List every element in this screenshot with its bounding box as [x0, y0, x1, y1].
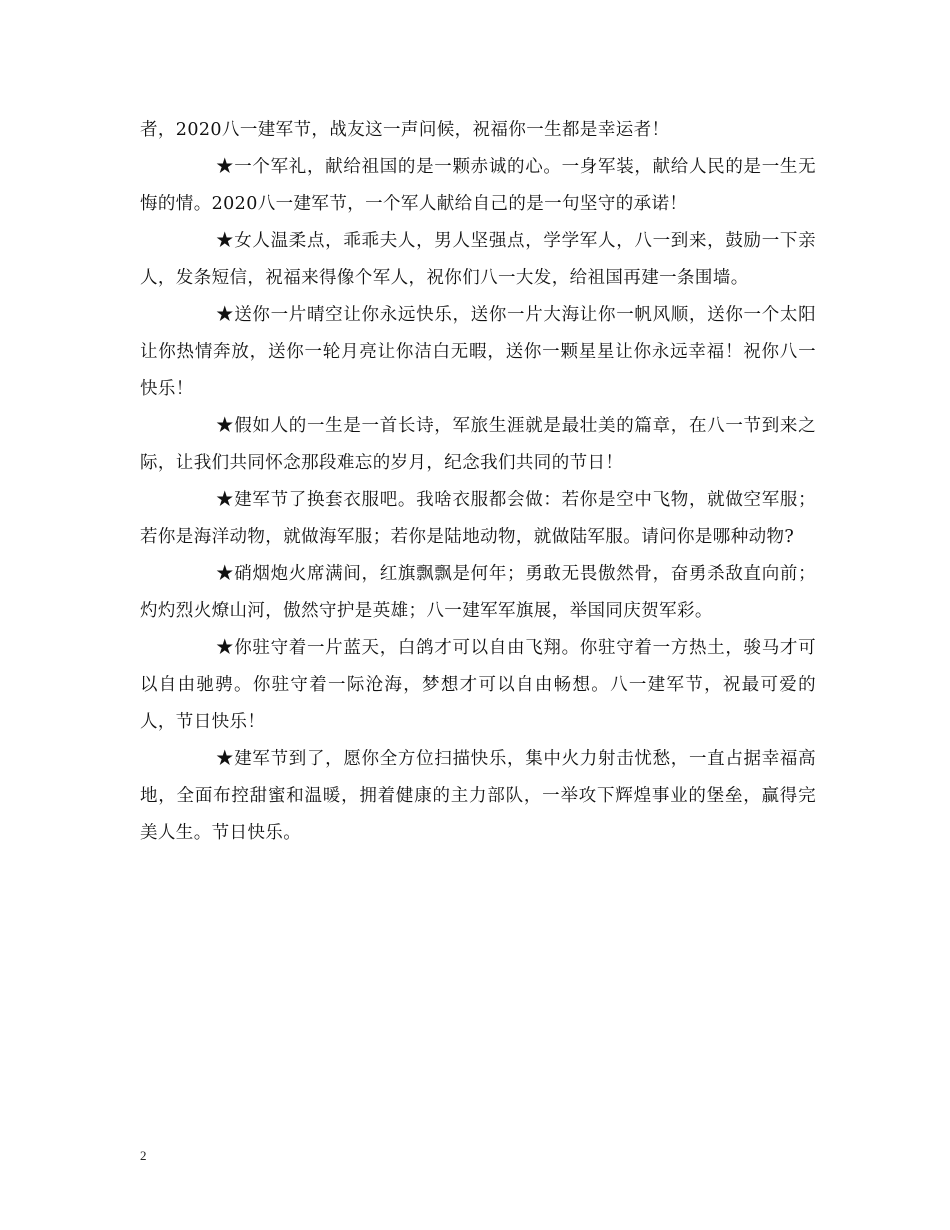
paragraph-guard-sky: ★你驻守着一片蓝天，白鸽才可以自由飞翔。你驻守着一方热土，骏马才可以自由驰骋。你驻守着一际沧海，梦想才可以自由畅想。八一建军节，祝最可爱的人，节日快乐！	[140, 638, 816, 732]
paragraph-gentle-strong: ★女人温柔点，乖乖夫人，男人坚强点，学学军人，八一到来，鼓励一下亲人，发条短信，祝福来得像个军人，祝你们八一大发，给祖国再建一条围墙。	[140, 231, 816, 288]
paragraph-continuation: 者，2020八一建军节，战友这一声问候，祝福你一生都是幸运者！	[140, 120, 670, 140]
paragraph-military-salute: ★一个军礼，献给祖国的是一颗赤诚的心。一身军装，献给人民的是一生无悔的情。2020八一建军节，一个军人献给自己的是一句坚守的承诺！	[140, 157, 816, 214]
paragraph-change-clothes: ★建军节了换套衣服吧。我啥衣服都会做：若你是空中飞物，就做空军服；若你是海洋动物，就做海军服；若你是陆地动物，就做陆军服。请问你是哪种动物?	[140, 490, 816, 547]
paragraph-sky-sea-sun: ★送你一片晴空让你永远快乐，送你一片大海让你一帆风顺，送你一个太阳让你热情奔放，送你一轮月亮让你洁白无暇，送你一颗星星让你永远幸福！祝你八一快乐！	[140, 305, 816, 399]
paragraph-long-poem: ★假如人的一生是一首长诗，军旅生涯就是最壮美的篇章，在八一节到来之际，让我们共同怀念那段难忘的岁月，纪念我们共同的节日！	[140, 416, 816, 473]
paragraph-scan-happiness: ★建军节到了，愿你全方位扫描快乐，集中火力射击忧愁，一直占据幸福高地，全面布控甜蜜和温暖，拥着健康的主力部队，一举攻下辉煌事业的堡垒，赢得完美人生。节日快乐。	[140, 749, 816, 843]
page-number: 2	[140, 1148, 147, 1163]
paragraph-gunfire-poem: ★硝烟炮火席满间，红旗飘飘是何年；勇敢无畏傲然骨，奋勇杀敌直向前；灼灼烈火燎山河，傲然守护是英雄；八一建军军旗展，举国同庆贺军彩。	[140, 564, 816, 621]
document-body	[140, 112, 816, 852]
